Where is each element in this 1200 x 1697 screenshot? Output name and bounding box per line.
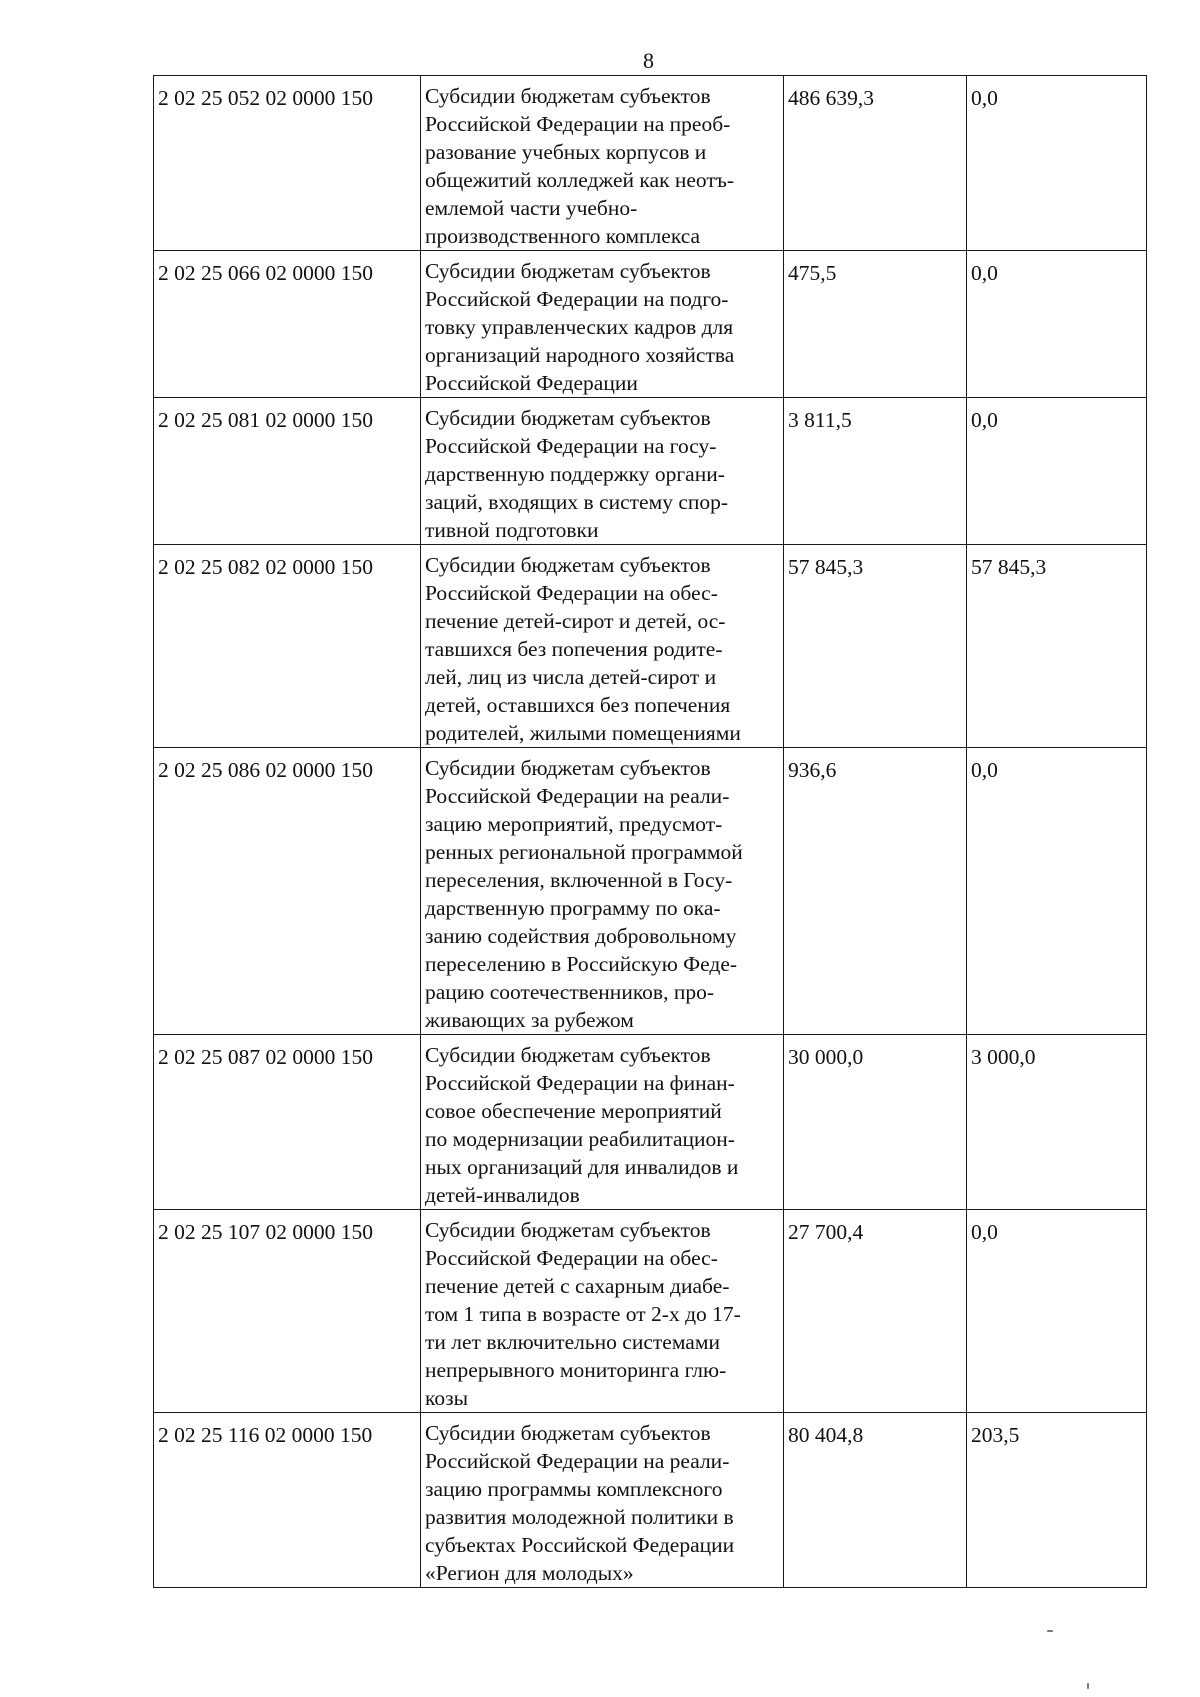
- table-row: [154, 1035, 1147, 1210]
- amount-1-cell: 475,5: [784, 251, 967, 398]
- amount-1-cell: 57 845,3: [784, 545, 967, 748]
- amount-2-cell: 57 845,3: [967, 545, 1147, 748]
- budget-code-cell: 2 02 25 087 02 0000 150: [154, 1035, 421, 1210]
- table-row: [154, 1413, 1147, 1588]
- description-cell: Субсидии бюджетам субъектов Российской Федерации на подго- товку управленческих кадров для организаций народного хозяйства Российской Федерации: [421, 251, 784, 398]
- description-cell: Субсидии бюджетам субъектов Российской Федерации на госу- дарственную поддержку органи- заций, входящих в систему спор- тивной подготовки: [421, 398, 784, 545]
- description-cell: Субсидии бюджетам субъектов Российской Федерации на реали- зацию программы комплексного развития молодежной политики в субъектах Российской Федерации «Регион для молодых»: [421, 1413, 784, 1588]
- budget-code-cell: 2 02 25 116 02 0000 150: [154, 1413, 421, 1588]
- amount-1-cell: 27 700,4: [784, 1210, 967, 1413]
- table-row: [154, 748, 1147, 1035]
- budget-code-cell: 2 02 25 082 02 0000 150: [154, 545, 421, 748]
- budget-code-cell: 2 02 25 086 02 0000 150: [154, 748, 421, 1035]
- amount-1-cell: 936,6: [784, 748, 967, 1035]
- amount-2-cell: 0,0: [967, 398, 1147, 545]
- description-cell: Субсидии бюджетам субъектов Российской Федерации на преоб- разование учебных корпусов и общежитий колледжей как неотъ- емлемой части учебно- производственного комплекса: [421, 76, 784, 251]
- page-number: 8: [643, 48, 654, 73]
- description-cell: Субсидии бюджетам субъектов Российской Федерации на финан- совое обеспечение мероприятий по модернизации реабилитацион- ных организаций для инвалидов и детей-инвалидов: [421, 1035, 784, 1210]
- amount-1-cell: 3 811,5: [784, 398, 967, 545]
- description-cell: Субсидии бюджетам субъектов Российской Федерации на реали- зацию мероприятий, предусмот- ренных региональной программой переселения, включенной в Госу- дарственную программу по ока- занию содействия добровольному переселению в Российскую Феде- рацию соотечественников, про- живающих за рубежом: [421, 748, 784, 1035]
- budget-code-cell: 2 02 25 081 02 0000 150: [154, 398, 421, 545]
- budget-code-cell: 2 02 25 107 02 0000 150: [154, 1210, 421, 1413]
- amount-2-cell: 0,0: [967, 748, 1147, 1035]
- table-row: [154, 1210, 1147, 1413]
- amount-1-cell: 30 000,0: [784, 1035, 967, 1210]
- budget-code-cell: 2 02 25 066 02 0000 150: [154, 251, 421, 398]
- table-row: [154, 76, 1147, 251]
- table-row: [154, 545, 1147, 748]
- amount-2-cell: 0,0: [967, 76, 1147, 251]
- description-cell: Субсидии бюджетам субъектов Российской Федерации на обес- печение детей с сахарным диабе- том 1 типа в возрасте от 2-х до 17- ти лет включительно системами непрерывного мониторинга глю- козы: [421, 1210, 784, 1413]
- amount-2-cell: 3 000,0: [967, 1035, 1147, 1210]
- table-row: [154, 398, 1147, 545]
- amount-1-cell: 80 404,8: [784, 1413, 967, 1588]
- scan-speck: [1047, 1630, 1053, 1632]
- table-row: [154, 251, 1147, 398]
- description-cell: Субсидии бюджетам субъектов Российской Федерации на обес- печение детей-сирот и детей, ос- тавшихся без попечения родите- лей, лиц из числа детей-сирот и детей, оставшихся без попечения родителей, жилыми помещениями: [421, 545, 784, 748]
- budget-code-cell: 2 02 25 052 02 0000 150: [154, 76, 421, 251]
- amount-1-cell: 486 639,3: [784, 76, 967, 251]
- scan-speck: [1087, 1683, 1089, 1689]
- amount-2-cell: 0,0: [967, 251, 1147, 398]
- amount-2-cell: 203,5: [967, 1413, 1147, 1588]
- table-body: [154, 76, 1147, 1588]
- budget-table: [153, 75, 1147, 1588]
- amount-2-cell: 0,0: [967, 1210, 1147, 1413]
